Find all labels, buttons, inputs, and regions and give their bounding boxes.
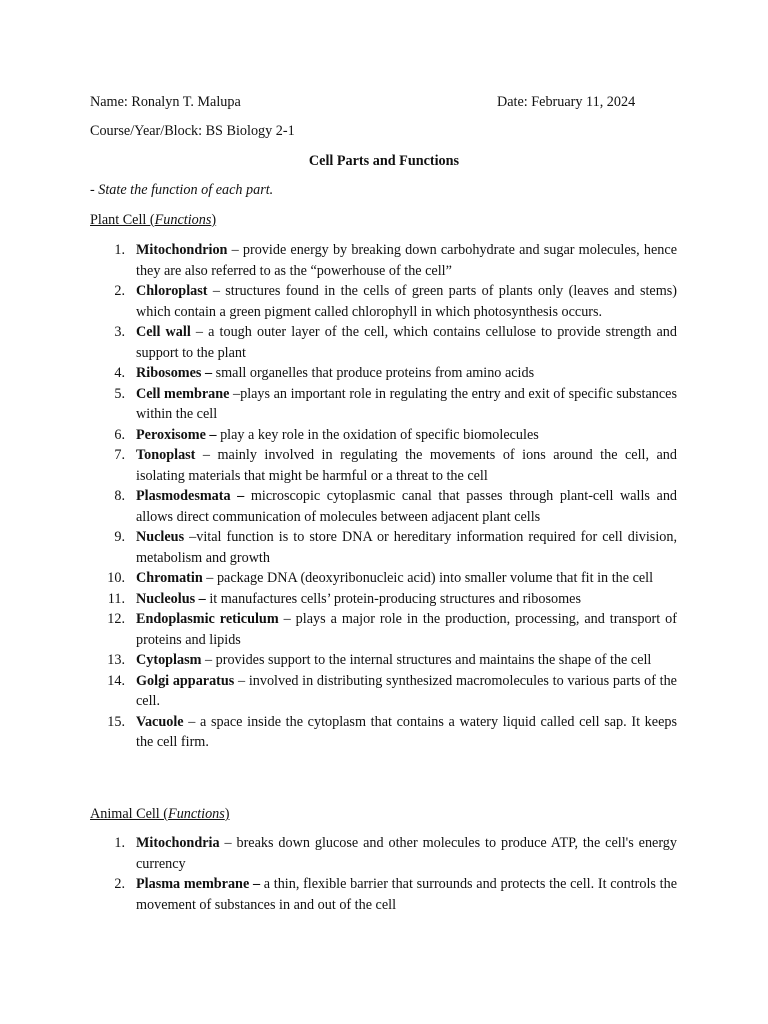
list-item-term: Cell wall <box>136 324 191 340</box>
list-item-number: 13. <box>107 652 125 668</box>
list-item-number: 14. <box>107 672 125 689</box>
list-item-description: – involved in distributing synthesized macromolecules to various parts of the cell. <box>136 672 677 709</box>
list-item-description: it manufactures cells’ protein-producing structures and ribosomes <box>205 590 581 607</box>
list-item <box>90 650 677 671</box>
list-item <box>90 874 677 915</box>
list-item-description: – provides support to the internal structures and maintains the shape of the cell <box>201 652 652 668</box>
list-item-term: Cytoplasm <box>136 652 202 668</box>
list-item <box>90 833 677 874</box>
plant-heading-text: Plant Cell ( <box>90 212 155 228</box>
page-title: Cell Parts and Functions <box>308 153 460 169</box>
list-item-term: Mitochondria <box>136 835 220 851</box>
list-item-term: Golgi apparatus <box>136 672 235 689</box>
list-item-number: 15. <box>107 713 125 730</box>
list-item-description: – mainly involved in regulating the movements of ions around the cell, and isolating materials that might be harmful or a threat to the cell <box>136 447 677 484</box>
list-item <box>90 671 677 712</box>
list-item-term: Cell membrane <box>136 385 230 402</box>
list-item <box>90 609 677 650</box>
list-item-number: 1. <box>114 242 125 258</box>
list-item <box>90 363 677 384</box>
list-item <box>90 240 677 281</box>
animal-cell-heading <box>90 804 230 825</box>
list-item-description: – breaks down glucose and other molecules to produce ATP, the cell's energy currency <box>136 835 677 872</box>
list-item-term: Mitochondrion <box>136 242 228 258</box>
animal-cell-list <box>90 833 677 915</box>
list-item-description: – package DNA (deoxyribonucleic acid) into smaller volume that fit in the cell <box>202 570 654 586</box>
course-year-block: Course/Year/Block: BS Biology 2-1 <box>90 123 295 139</box>
list-item-description: small organelles that produce proteins from amino acids <box>212 365 535 381</box>
list-item-term: Vacuole <box>136 713 184 730</box>
list-item-term: Chromatin <box>136 570 203 586</box>
instruction-text: - State the function of each part. <box>90 182 274 198</box>
animal-heading-close: ) <box>224 806 230 822</box>
list-item-description: – a space inside the cytoplasm that contains a watery liquid called cell sap. It keeps the cell firm. <box>136 713 677 750</box>
list-item <box>90 486 677 527</box>
list-item-description: –plays an important role in regulating the entry and exit of specific substances within the cell <box>136 385 677 422</box>
student-name: Name: Ronalyn T. Malupa <box>90 94 241 110</box>
list-item-number: 4. <box>114 365 125 381</box>
list-item <box>90 568 677 589</box>
list-item-term: Chloroplast <box>136 283 208 299</box>
list-item <box>90 384 677 425</box>
list-item-number: 8. <box>114 488 125 504</box>
plant-cell-list <box>90 240 677 753</box>
list-item-number: 10. <box>107 570 125 586</box>
list-item-term: Nucleus <box>136 529 185 545</box>
list-item-description: microscopic cytoplasmic canal that passes through plant-cell walls and allows direct communication of molecules between adjacent plant cells <box>136 488 678 525</box>
list-item <box>90 445 677 486</box>
list-item-term: Endoplasmic reticulum <box>136 611 279 627</box>
list-item-term: Plasmodesmata – <box>136 488 245 504</box>
list-item-term: Ribosomes – <box>136 365 213 381</box>
list-item-number: 11. <box>107 590 125 607</box>
list-item-term: Plasma membrane – <box>136 876 261 892</box>
list-item <box>90 281 677 322</box>
list-item-description: – a tough outer layer of the cell, which contains cellulose to provide strength and support to the plant <box>136 324 677 361</box>
list-item-number: 12. <box>107 611 125 627</box>
list-item-number: 6. <box>114 426 125 443</box>
list-item-description: play a key role in the oxidation of specific biomolecules <box>216 426 539 443</box>
list-item-number: 9. <box>114 529 125 545</box>
list-item-number: 3. <box>114 324 125 340</box>
list-item-number: 7. <box>114 447 125 463</box>
animal-heading-italic: Functions <box>168 806 225 822</box>
list-item-description: – plays a major role in the production, processing, and transport of proteins and lipids <box>136 611 677 648</box>
plant-heading-close: ) <box>211 212 217 228</box>
plant-heading-italic: Functions <box>154 212 212 228</box>
list-item-description: a thin, flexible barrier that surrounds and protects the cell. It controls the movement of substances in and out of the cell <box>136 876 677 913</box>
list-item <box>90 589 677 610</box>
header-row <box>90 92 650 113</box>
list-item-number: 2. <box>114 283 125 299</box>
list-item-number: 1. <box>114 835 125 851</box>
submission-date: Date: February 11, 2024 <box>497 94 636 110</box>
list-item-number: 2. <box>114 876 125 892</box>
list-item-description: –vital function is to store DNA or hereditary information required for cell division, metabolism and growth <box>136 529 677 566</box>
list-item-number: 5. <box>114 385 125 402</box>
list-item-term: Peroxisome – <box>136 426 217 443</box>
list-item <box>90 322 677 363</box>
plant-cell-heading <box>90 210 216 231</box>
list-item-description: – structures found in the cells of green parts of plants only (leaves and stems) which contain a green pigment called chlorophyll in which photosynthesis occurs. <box>136 283 677 320</box>
list-item-description: – provide energy by breaking down carbohydrate and sugar molecules, hence they are also referred to as the “powerhouse of the cell” <box>136 242 677 279</box>
list-item-term: Tonoplast <box>136 447 196 463</box>
list-item <box>90 712 677 753</box>
animal-heading-text: Animal Cell ( <box>90 806 169 822</box>
list-item <box>90 425 677 446</box>
list-item <box>90 527 677 568</box>
list-item-term: Nucleolus – <box>136 590 206 607</box>
